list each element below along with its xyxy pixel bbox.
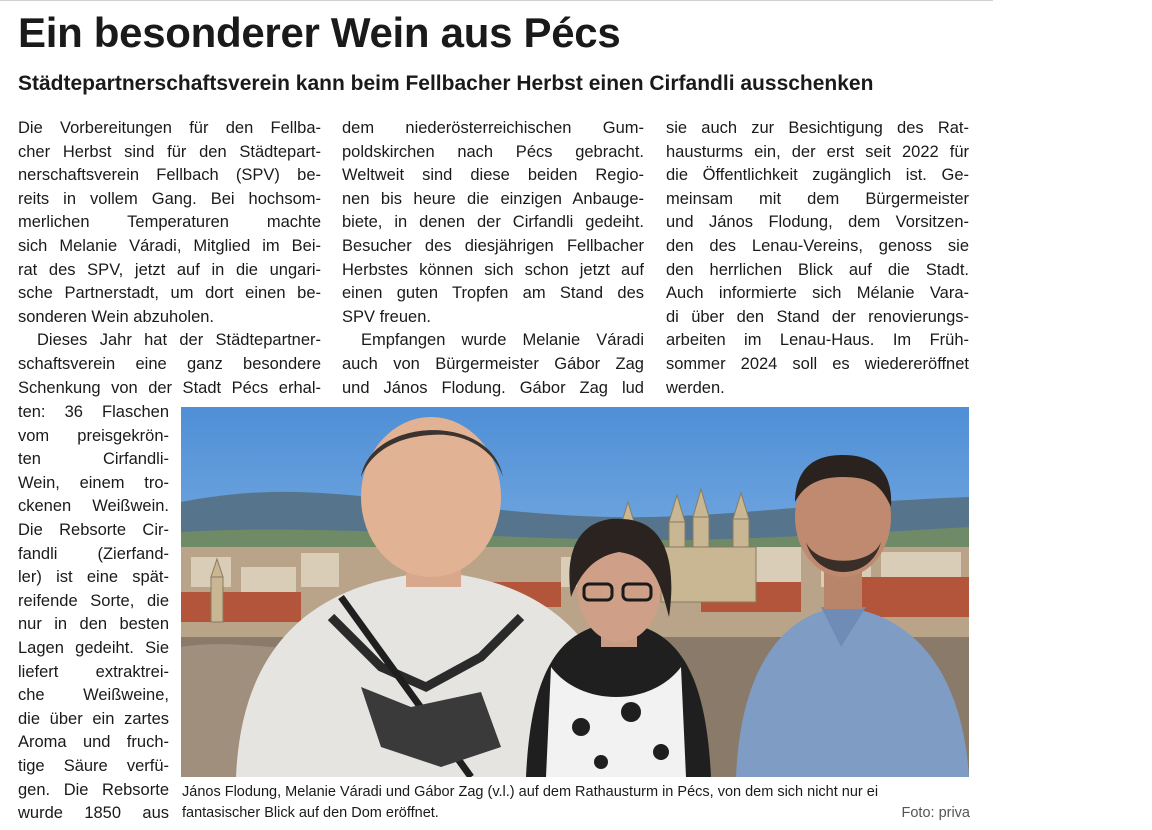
text-column-3 (666, 117, 969, 400)
text-line: SPV freuen. (342, 307, 431, 326)
text-line: Lagen gedeiht. Sie (18, 638, 169, 657)
text-line: Schenkung von der Stadt Pécs erhal- (18, 378, 321, 397)
text-line: ckenen Weißwein. (18, 497, 169, 516)
text-line: tige Säure verfü- (18, 756, 169, 775)
headline: Ein besonderer Wein aus Pécs (18, 9, 621, 56)
text-line: che Weißweine, (18, 686, 169, 705)
text-line: Dieses Jahr hat der Städtepartner- (37, 331, 321, 350)
photo-credit: Foto: priva (901, 805, 970, 821)
text-line: merlichen Temperaturen machte (18, 213, 321, 232)
text-line: werden. (666, 378, 725, 397)
text-line: sonderen Wein abzuholen. (18, 307, 215, 326)
text-line: nen bis heure die einzigen Anbauge- (342, 189, 644, 208)
text-line: Die Vorbereitungen für den Fellba- (18, 119, 321, 137)
text-line: und János Flodung. Gábor Zag lud (342, 378, 644, 397)
text-line: Die Rebsorte Cir- (18, 520, 169, 539)
text-line: den des Lenau-Vereins, genoss sie (666, 236, 969, 255)
text-line: gen. Die Rebsorte (18, 780, 169, 799)
text-line: liefert extraktrei- (18, 662, 169, 681)
text-line: Herbstes können sich schon jetzt auf (342, 260, 644, 279)
text-line: Weltweit sind diese beiden Regio- (342, 166, 644, 185)
text-line: Empfangen wurde Melanie Váradi (361, 331, 644, 350)
text-line: reits in vollem Gang. Bei hochsom- (18, 189, 321, 208)
text-line: Wein, einem tro- (18, 473, 169, 492)
text-line: und János Flodung, dem Vorsitzen- (666, 213, 969, 232)
subheadline: Städtepartnerschaftsverein kann beim Fellbacher Herbst einen Cirfandli ausschenken (18, 72, 874, 95)
text-line: Auch informierte sich Mélanie Vara- (666, 284, 969, 303)
text-line: sich Melanie Váradi, Mitglied im Bei- (18, 236, 321, 255)
text-line: wurde 1850 aus (18, 804, 169, 823)
text-line: ten: 36 Flaschen (18, 403, 169, 421)
text-column-1-narrow (18, 401, 169, 826)
text-line: Aroma und fruch- (18, 733, 169, 752)
text-line: biete, in denen der Cirfandli gedeiht. (342, 213, 644, 232)
text-line: reifende Sorte, die (18, 591, 169, 610)
text-line: di über den Stand der renovierungs- (666, 307, 969, 326)
text-line: den herrlichen Blick auf die Stadt. (666, 260, 969, 279)
text-line: nur in den besten (18, 615, 169, 634)
text-line: arbeiten im Lenau-Haus. Im Früh- (666, 331, 969, 350)
text-line: ler) ist eine spät- (18, 568, 169, 587)
text-line: sie auch zur Besichtigung des Rat- (666, 119, 969, 137)
text-line: die über ein zartes (18, 709, 169, 728)
top-rule (0, 0, 993, 1)
text-line: nerschaftsverein Fellbach (SPV) be- (18, 166, 321, 185)
text-line: vom preisgekrön- (18, 426, 169, 445)
text-line: sche Partnerstadt, um dort einen be- (18, 284, 321, 303)
caption-line-2: fantasischer Blick auf den Dom eröffnet. (182, 805, 439, 821)
text-line: poldskirchen nach Pécs gebracht. (342, 142, 644, 161)
text-line: Besucher des diesjährigen Fellbacher (342, 236, 644, 255)
text-line: schaftsverein eine ganz besondere (18, 354, 321, 373)
text-line: hausturms ein, der erst seit 2022 für (666, 142, 969, 161)
text-line: fandli (Zierfand- (18, 544, 169, 563)
caption-line-1: János Flodung, Melanie Váradi und Gábor Zag (v.l.) auf dem Rathausturm in Pécs, von dem sich nicht nur ei (182, 784, 879, 800)
text-line: meinsam mit dem Bürgermeister (666, 189, 969, 208)
text-line: dem niederösterreichischen Gum- (342, 119, 644, 137)
photo-caption (182, 782, 970, 824)
text-column-1 (18, 117, 321, 400)
text-column-2 (342, 117, 644, 400)
text-line: rat des SPV, jetzt auf in die ungari- (18, 260, 321, 279)
text-line: auch von Bürgermeister Gábor Zag (342, 354, 644, 373)
text-line: die Öffentlichkeit zugänglich ist. Ge- (666, 166, 969, 185)
text-line: sommer 2024 soll es wiedereröffnet (666, 354, 969, 373)
text-line: ten Cirfandli- (18, 450, 169, 469)
text-line: einen guten Tropfen am Stand des (342, 284, 644, 303)
article-photo (181, 407, 969, 777)
text-line: cher Herbst sind für den Städtepart- (18, 142, 321, 161)
